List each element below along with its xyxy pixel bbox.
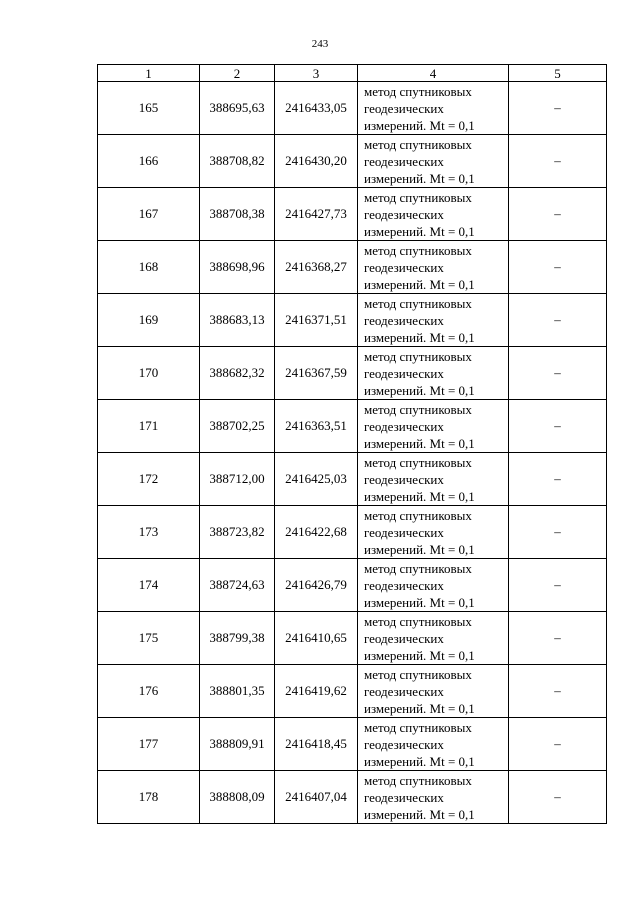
note-dash: – xyxy=(509,771,607,824)
coordinate-y: 2416427,73 xyxy=(275,188,358,241)
point-number: 165 xyxy=(98,82,200,135)
table-row xyxy=(98,506,607,559)
note-dash: – xyxy=(509,188,607,241)
determination-method xyxy=(358,612,509,665)
coordinate-x: 388809,91 xyxy=(200,718,275,771)
determination-method xyxy=(358,135,509,188)
method-text: метод спутниковых геодезических измерений. Mt = 0,1 xyxy=(364,719,475,769)
method-text: метод спутниковых геодезических измерений. Mt = 0,1 xyxy=(364,83,475,133)
note-dash: – xyxy=(509,559,607,612)
table-row xyxy=(98,82,607,135)
header-row xyxy=(98,65,607,82)
coordinate-y: 2416433,05 xyxy=(275,82,358,135)
determination-method xyxy=(358,400,509,453)
method-text: метод спутниковых геодезических измерений. Mt = 0,1 xyxy=(364,454,475,504)
determination-method xyxy=(358,294,509,347)
method-text: метод спутниковых геодезических измерений. Mt = 0,1 xyxy=(364,507,475,557)
header-col-4: 4 xyxy=(358,65,509,82)
determination-method xyxy=(358,82,509,135)
note-dash: – xyxy=(509,506,607,559)
note-dash: – xyxy=(509,665,607,718)
coordinate-y: 2416430,20 xyxy=(275,135,358,188)
determination-method xyxy=(358,771,509,824)
header-col-3: 3 xyxy=(275,65,358,82)
coordinate-x: 388808,09 xyxy=(200,771,275,824)
coordinate-x: 388708,82 xyxy=(200,135,275,188)
point-number: 176 xyxy=(98,665,200,718)
point-number: 177 xyxy=(98,718,200,771)
point-number: 170 xyxy=(98,347,200,400)
table-body xyxy=(98,82,607,824)
note-dash: – xyxy=(509,241,607,294)
coordinate-x: 388799,38 xyxy=(200,612,275,665)
method-text: метод спутниковых геодезических измерений. Mt = 0,1 xyxy=(364,348,475,398)
point-number: 175 xyxy=(98,612,200,665)
determination-method xyxy=(358,665,509,718)
method-text: метод спутниковых геодезических измерений. Mt = 0,1 xyxy=(364,772,475,822)
header-col-2: 2 xyxy=(200,65,275,82)
method-text: метод спутниковых геодезических измерений. Mt = 0,1 xyxy=(364,401,475,451)
point-number: 171 xyxy=(98,400,200,453)
coordinate-x: 388702,25 xyxy=(200,400,275,453)
coordinate-x: 388723,82 xyxy=(200,506,275,559)
note-dash: – xyxy=(509,294,607,347)
method-text: метод спутниковых геодезических измерений. Mt = 0,1 xyxy=(364,666,475,716)
coordinate-y: 2416363,51 xyxy=(275,400,358,453)
determination-method xyxy=(358,506,509,559)
point-number: 169 xyxy=(98,294,200,347)
coordinate-y: 2416425,03 xyxy=(275,453,358,506)
table-row xyxy=(98,400,607,453)
method-text: метод спутниковых геодезических измерений. Mt = 0,1 xyxy=(364,189,475,239)
table-row xyxy=(98,347,607,400)
point-number: 178 xyxy=(98,771,200,824)
coordinate-x: 388695,63 xyxy=(200,82,275,135)
note-dash: – xyxy=(509,82,607,135)
table-row xyxy=(98,188,607,241)
coordinate-y: 2416371,51 xyxy=(275,294,358,347)
determination-method xyxy=(358,347,509,400)
table-row xyxy=(98,612,607,665)
point-number: 168 xyxy=(98,241,200,294)
note-dash: – xyxy=(509,453,607,506)
table-row xyxy=(98,294,607,347)
note-dash: – xyxy=(509,135,607,188)
coordinate-y: 2416367,59 xyxy=(275,347,358,400)
coordinate-y: 2416407,04 xyxy=(275,771,358,824)
determination-method xyxy=(358,241,509,294)
point-number: 167 xyxy=(98,188,200,241)
determination-method xyxy=(358,453,509,506)
coordinate-y: 2416422,68 xyxy=(275,506,358,559)
coordinate-y: 2416418,45 xyxy=(275,718,358,771)
method-text: метод спутниковых геодезических измерений. Mt = 0,1 xyxy=(364,613,475,663)
header-col-5: 5 xyxy=(509,65,607,82)
point-number: 173 xyxy=(98,506,200,559)
coordinates-table xyxy=(97,64,607,824)
table-row xyxy=(98,559,607,612)
point-number: 172 xyxy=(98,453,200,506)
header-col-1: 1 xyxy=(98,65,200,82)
table-row xyxy=(98,241,607,294)
page-number: 243 xyxy=(311,38,329,50)
coordinate-x: 388698,96 xyxy=(200,241,275,294)
coordinate-y: 2416410,65 xyxy=(275,612,358,665)
table-header xyxy=(98,65,607,82)
coordinate-x: 388724,63 xyxy=(200,559,275,612)
note-dash: – xyxy=(509,718,607,771)
method-text: метод спутниковых геодезических измерений. Mt = 0,1 xyxy=(364,242,475,292)
coordinate-x: 388682,32 xyxy=(200,347,275,400)
coordinate-x: 388801,35 xyxy=(200,665,275,718)
coordinate-x: 388712,00 xyxy=(200,453,275,506)
table-row xyxy=(98,665,607,718)
table-row xyxy=(98,135,607,188)
coordinate-y: 2416368,27 xyxy=(275,241,358,294)
point-number: 166 xyxy=(98,135,200,188)
coordinate-x: 388683,13 xyxy=(200,294,275,347)
table-row xyxy=(98,771,607,824)
note-dash: – xyxy=(509,612,607,665)
coordinate-y: 2416419,62 xyxy=(275,665,358,718)
method-text: метод спутниковых геодезических измерений. Mt = 0,1 xyxy=(364,295,475,345)
note-dash: – xyxy=(509,400,607,453)
coordinate-y: 2416426,79 xyxy=(275,559,358,612)
method-text: метод спутниковых геодезических измерений. Mt = 0,1 xyxy=(364,560,475,610)
determination-method xyxy=(358,718,509,771)
point-number: 174 xyxy=(98,559,200,612)
method-text: метод спутниковых геодезических измерений. Mt = 0,1 xyxy=(364,136,475,186)
determination-method xyxy=(358,188,509,241)
note-dash: – xyxy=(509,347,607,400)
determination-method xyxy=(358,559,509,612)
table-row xyxy=(98,718,607,771)
table-row xyxy=(98,453,607,506)
coordinate-x: 388708,38 xyxy=(200,188,275,241)
